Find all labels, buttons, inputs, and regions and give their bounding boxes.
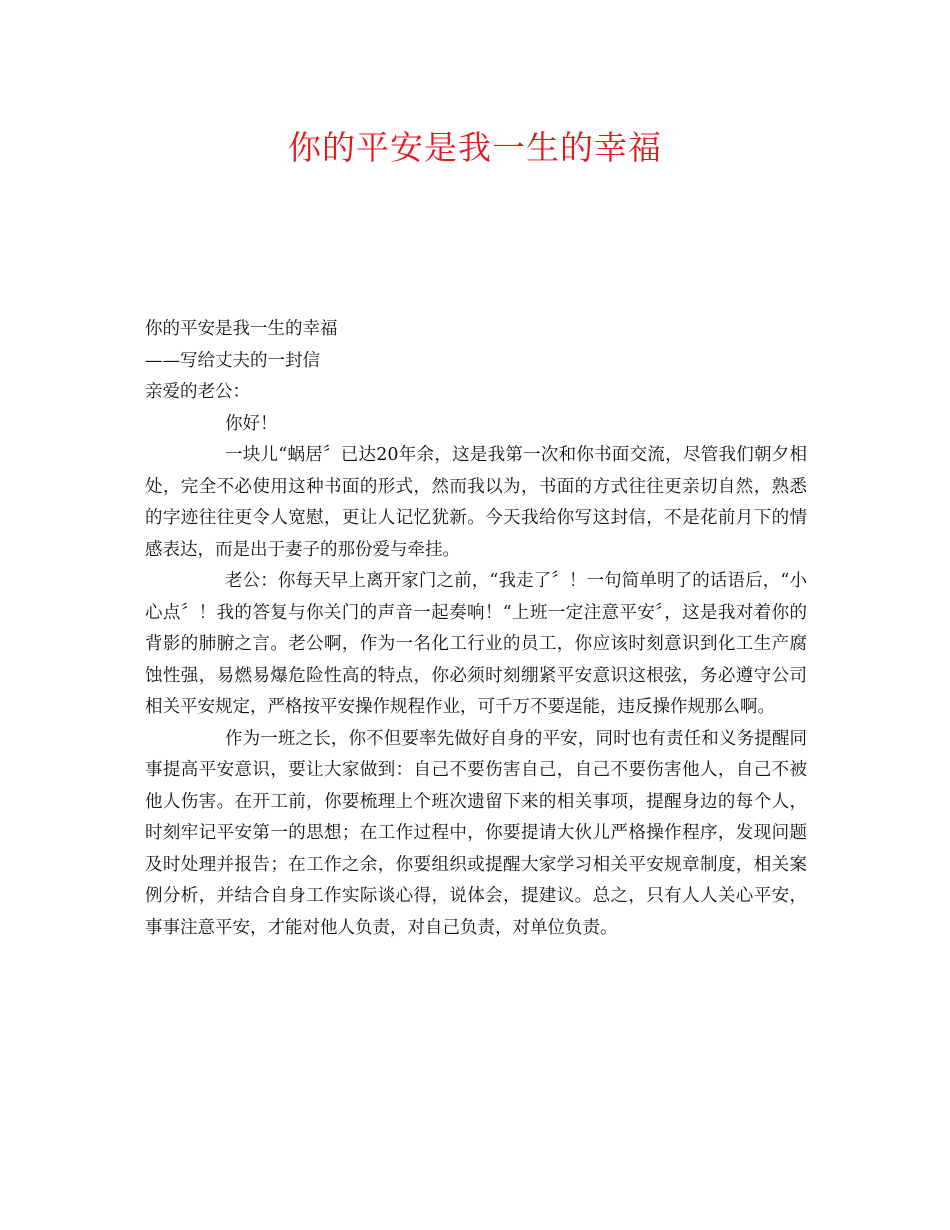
letter-greeting: 你好！ — [225, 413, 278, 434]
letter-body — [145, 314, 807, 944]
letter-paragraph-1: 一块儿“蜗居〞已达20年余，这是我第一次和你书面交流，尽管我们朝夕相处，完全不必使用这种书面的形式，然而我以为，书面的方式往往更亲切自然，熟悉的字迹往往更令人宽慰，更让人记忆犹新。今天我给你写这封信，不是花前月下的情感表达，而是出于妻子的那份爱与牵挂。 — [145, 445, 807, 560]
letter-heading: 你的平安是我一生的幸福 — [145, 319, 338, 339]
letter-subheading: ——写给丈夫的一封信 — [145, 350, 320, 371]
letter-paragraph-3: 作为一班之长，你不但要率先做好自身的平安，同时也有责任和义务提醒同事提高平安意识，要让大家做到：自己不要伤害自己，自己不要伤害他人，自己不被他人伤害。在开工前，你要梳理上个班次遗留下来的相关事项，提醒身边的每个人，时刻牢记平安第一的思想；在工作过程中，你要提请大伙儿严格操作程序，发现问题及时处理并报告；在工作之余，你要组织或提醒大家学习相关平安规章制度，相关案例分析，并结合自身工作实际谈心得，说体会，提建议。总之，只有人人关心平安，事事注意平安，才能对他人负责，对自己负责，对单位负责。 — [145, 728, 807, 938]
document-title: 你的平安是我一生的幸福 — [288, 128, 662, 167]
letter-paragraph-2: 老公：你每天早上离开家门之前，“我走了〞！一句简单明了的话语后，“小心点〞！我的答复与你关门的声音一起奏响！“上班一定注意平安〞，这是我对着你的背影的肺腑之言。老公啊，作为一名化工行业的员工，你应该时刻意识到化工生产腐蚀性强，易燃易爆危险性高的特点，你必须时刻绷紧平安意识这根弦，务必遵守公司相关平安规定，严格按平安操作规程作业，可千万不要逞能，违反操作规那么啊。 — [145, 571, 807, 717]
letter-salutation: 亲爱的老公： — [145, 382, 250, 402]
